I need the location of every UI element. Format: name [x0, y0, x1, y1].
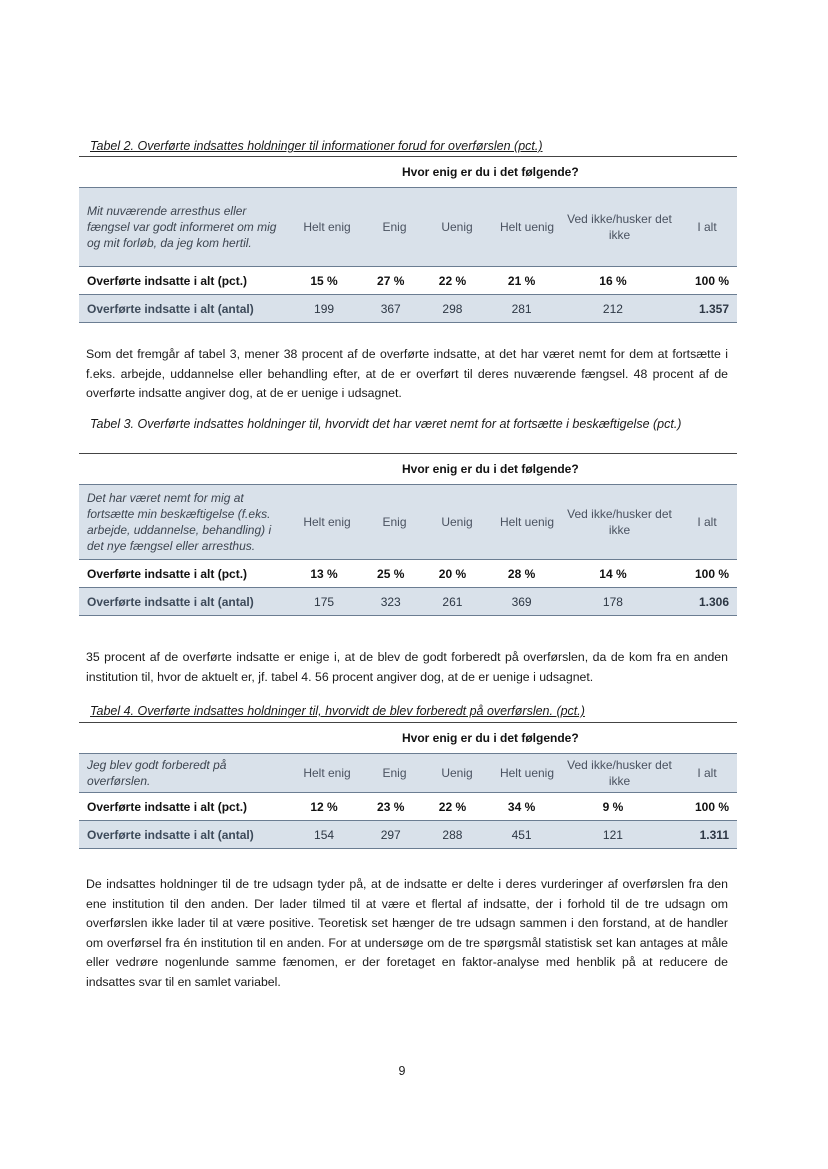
- col-uenig: Uenig: [441, 766, 473, 780]
- table-cell: 16 %: [599, 273, 627, 288]
- table-cell: 451: [511, 827, 532, 842]
- table-cell: 100 %: [694, 799, 729, 814]
- col-i-alt: I alt: [697, 515, 717, 529]
- table-cell: 297: [380, 827, 401, 842]
- table-3-question: Hvor enig er du i det følgende?: [402, 462, 579, 476]
- table-cell: 20 %: [438, 566, 467, 581]
- col-helt-enig: Helt enig: [303, 220, 351, 234]
- table-cell: 13 %: [310, 566, 338, 581]
- table-row: [79, 793, 737, 821]
- table-row: [79, 295, 737, 323]
- table-cell: 212: [602, 301, 623, 316]
- table-cell: 21 %: [507, 273, 536, 288]
- table-cell: 9 %: [602, 799, 624, 814]
- table-cell: 1.306: [698, 594, 729, 609]
- col-ved-ikke: Ved ikke/husker det ikke: [567, 507, 672, 537]
- table-cell: 1.311: [699, 827, 729, 842]
- table-2-header: [79, 187, 737, 267]
- table-cell: 100 %: [694, 273, 729, 288]
- table-row: [79, 588, 737, 616]
- table-cell: 1.357: [698, 301, 729, 316]
- table-2-question: Hvor enig er du i det følgende?: [402, 165, 579, 179]
- table-2-statement: Mit nuværende arresthus eller fængsel var godt informeret om mig og mit forløb, da jeg kom hertil.: [87, 204, 277, 250]
- paragraph-1: Som det fremgår af tabel 3, mener 38 procent af de overførte indsatte, at det har været nemt for dem at fortsætte i f.eks. arbejde, uddannelse eller behandling efter, at de er overført til deres nuværende fængsel. 48 procent af de overførte indsatte angiver dog, at de er uenige i udsagnet.: [86, 347, 728, 400]
- row-label: Overførte indsatte i alt (antal): [87, 594, 254, 609]
- col-ved-ikke: Ved ikke/husker det ikke: [567, 758, 672, 788]
- table-cell: 34 %: [507, 799, 536, 814]
- table-cell: 25 %: [377, 566, 405, 581]
- col-i-alt: I alt: [697, 766, 717, 780]
- table-cell: 175: [314, 594, 335, 609]
- table-cell: 323: [380, 594, 401, 609]
- table-cell: 100 %: [694, 566, 729, 581]
- table-4: [79, 722, 737, 849]
- row-label: Overførte indsatte i alt (antal): [87, 301, 254, 316]
- table-cell: 178: [602, 594, 623, 609]
- paragraph-2: 35 procent af de overførte indsatte er enige i, at de blev de godt forberedt på overførslen, da de kom fra en anden institution til, hvor de aktuelt er, jf. tabel 4. 56 procent angiver dog, at de er uenige i udsagnet.: [86, 650, 728, 684]
- table-cell: 121: [602, 827, 623, 842]
- col-enig: Enig: [382, 220, 407, 234]
- row-label: Overførte indsatte i alt (pct.): [87, 273, 248, 288]
- table-3: [79, 453, 737, 616]
- table-cell: 27 %: [377, 273, 405, 288]
- table-3-header: [79, 484, 737, 560]
- col-helt-enig: Helt enig: [303, 515, 351, 529]
- table-4-statement: Jeg blev godt forberedt på overførslen.: [87, 758, 227, 788]
- col-helt-uenig: Helt uenig: [499, 515, 555, 529]
- col-enig: Enig: [382, 766, 407, 780]
- table-cell: 199: [314, 301, 335, 316]
- col-helt-uenig: Helt uenig: [499, 220, 555, 234]
- table-cell: 298: [442, 301, 463, 316]
- table-cell: 281: [511, 301, 532, 316]
- table-cell: 15 %: [310, 273, 338, 288]
- paragraph-3: De indsattes holdninger til de tre udsagn tyder på, at de indsatte er delte i deres vurderinger af overførslen fra den ene institution til den anden. Der lader tilmed til at være et flertal af indsatte, der i forhold til de tre udsagn om overførslen ikke lader til at være positive. Teoretisk set hænger de tre udsagn sammen i den forstand, at de handler om overførsel fra én institution til en anden. For at undersøge om de tre spørgsmål statistisk set kan antages at måle eller vedrøre nogenlunde samme fænomen, er der foretaget en faktor-analyse med henblik på at reducere de indsattes svar til en samlet variabel.: [86, 877, 728, 989]
- col-enig: Enig: [382, 515, 407, 529]
- table-cell: 23 %: [377, 799, 405, 814]
- page-number: 9: [398, 1064, 406, 1078]
- table-2-caption: Tabel 2. Overførte indsattes holdninger til informationer forud for overførslen (pct.): [90, 139, 543, 153]
- row-label: Overførte indsatte i alt (pct.): [87, 566, 248, 581]
- table-4-caption: Tabel 4. Overførte indsattes holdninger til, hvorvidt de blev forberedt på overførslen. (pct.): [90, 704, 585, 718]
- col-helt-uenig: Helt uenig: [499, 766, 555, 780]
- table-cell: 12 %: [310, 799, 338, 814]
- table-row: [79, 560, 737, 588]
- col-uenig: Uenig: [441, 220, 473, 234]
- table-cell: 261: [442, 594, 463, 609]
- table-cell: 288: [442, 827, 463, 842]
- row-label: Overførte indsatte i alt (antal): [87, 827, 254, 842]
- row-label: Overførte indsatte i alt (pct.): [87, 799, 248, 814]
- table-4-header: [79, 753, 737, 793]
- table-3-caption: Tabel 3. Overførte indsattes holdninger til, hvorvidt det har været nemt for at fortsætte i beskæftigelse (pct.): [90, 417, 682, 431]
- table-cell: 22 %: [438, 273, 467, 288]
- table-row: [79, 267, 737, 295]
- table-cell: 28 %: [507, 566, 536, 581]
- table-2: [79, 156, 737, 323]
- table-row: [79, 821, 737, 849]
- table-cell: 369: [511, 594, 532, 609]
- table-cell: 367: [380, 301, 401, 316]
- table-cell: 22 %: [438, 799, 467, 814]
- col-i-alt: I alt: [697, 220, 717, 234]
- col-helt-enig: Helt enig: [303, 766, 351, 780]
- table-3-statement: Det har været nemt for mig at fortsætte min beskæftigelse (f.eks. arbejde, uddannelse, behandling) i det nye fængsel eller arresthus.: [87, 491, 272, 553]
- col-ved-ikke: Ved ikke/husker det ikke: [567, 212, 672, 242]
- col-uenig: Uenig: [441, 515, 473, 529]
- table-4-question: Hvor enig er du i det følgende?: [402, 731, 579, 745]
- table-cell: 154: [314, 827, 335, 842]
- table-cell: 14 %: [599, 566, 627, 581]
